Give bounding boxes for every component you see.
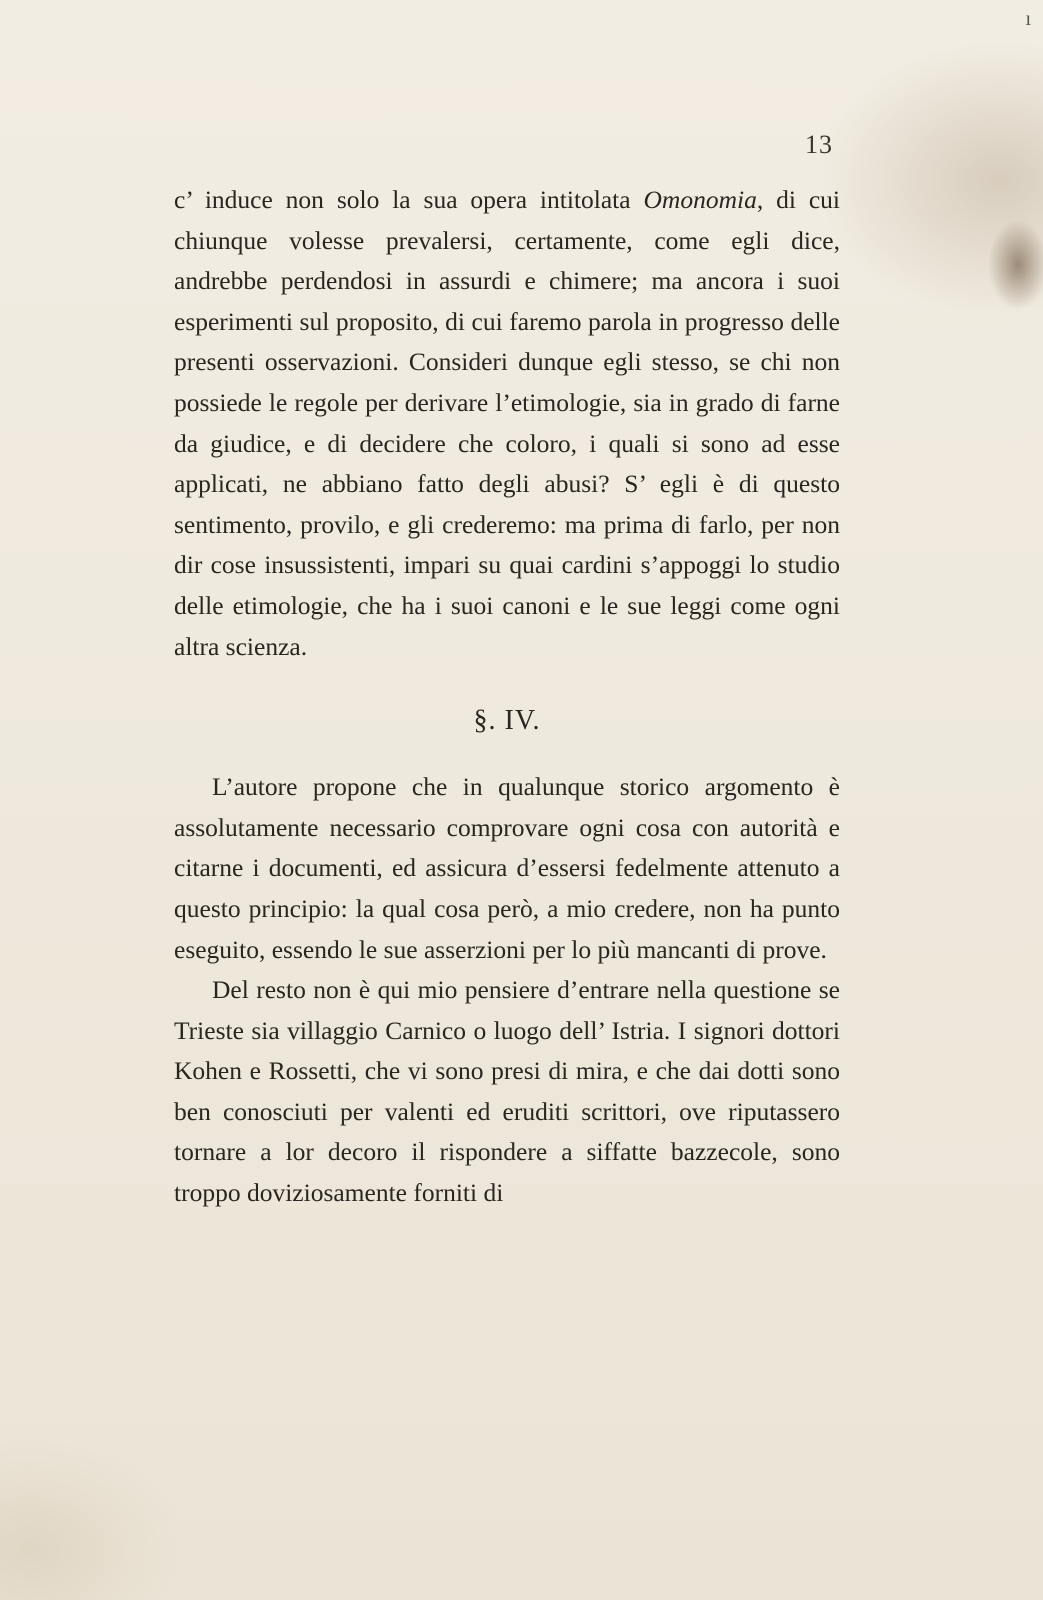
corner-mark: ı xyxy=(1025,8,1031,30)
paragraph-text: , di cui chiunque volesse prevalersi, certamente, come egli dice, andrebbe perdendosi in assurdi e chimere; ma ancora i suoi esperimenti sul proposito, di cui faremo parola in progresso delle presenti osservazioni. Consideri dunque egli stesso, se chi non possiede le regole per derivare l’etimologie, sia in grado di farne da giudice, e di decidere che coloro, i quali si sono ad esse applicati, ne abbiano fatto degli abusi? S’ egli è di questo sentimento, provilo, e gli crederemo: ma prima di farlo, per non dir cose insussistenti, impari su quai cardini s’appoggi lo studio delle etimologie, che ha i suoi canoni e le sue leggi come ogni altra scienza. xyxy=(174,185,840,661)
paper-stain xyxy=(963,195,1043,335)
section-body xyxy=(174,767,840,1214)
page-number: 13 xyxy=(805,130,833,159)
paragraph-continued xyxy=(174,180,840,667)
paragraph: L’autore propone che in qualunque storico argomento è assolutamente necessario comprovare ogni cosa con autorità e citarne i documenti, ed assicura d’essersi fedelmente attenuto a questo principio: la qual cosa però, a mio credere, non ha punto eseguito, essendo le sue asserzioni per lo più mancanti di prove. xyxy=(174,772,840,964)
book-title: Omonomia xyxy=(643,185,757,214)
paragraph: Del resto non è qui mio pensiere d’entrare nella questione se Trieste sia villaggio Carnico o luogo dell’ Istria. I signori dottori Kohen e Rossetti, che vi sono presi di mira, e che dai dotti sono ben conosciuti per valenti ed eruditi scrittori, ove riputassero tornare a lor decoro il rispondere a siffatte bazzecole, sono troppo doviziosamente forniti di xyxy=(174,975,840,1208)
section-heading: §. IV. xyxy=(473,705,541,737)
text-column xyxy=(174,180,840,1214)
paragraph-text: c’ induce non solo la sua opera intitolata xyxy=(174,185,644,214)
